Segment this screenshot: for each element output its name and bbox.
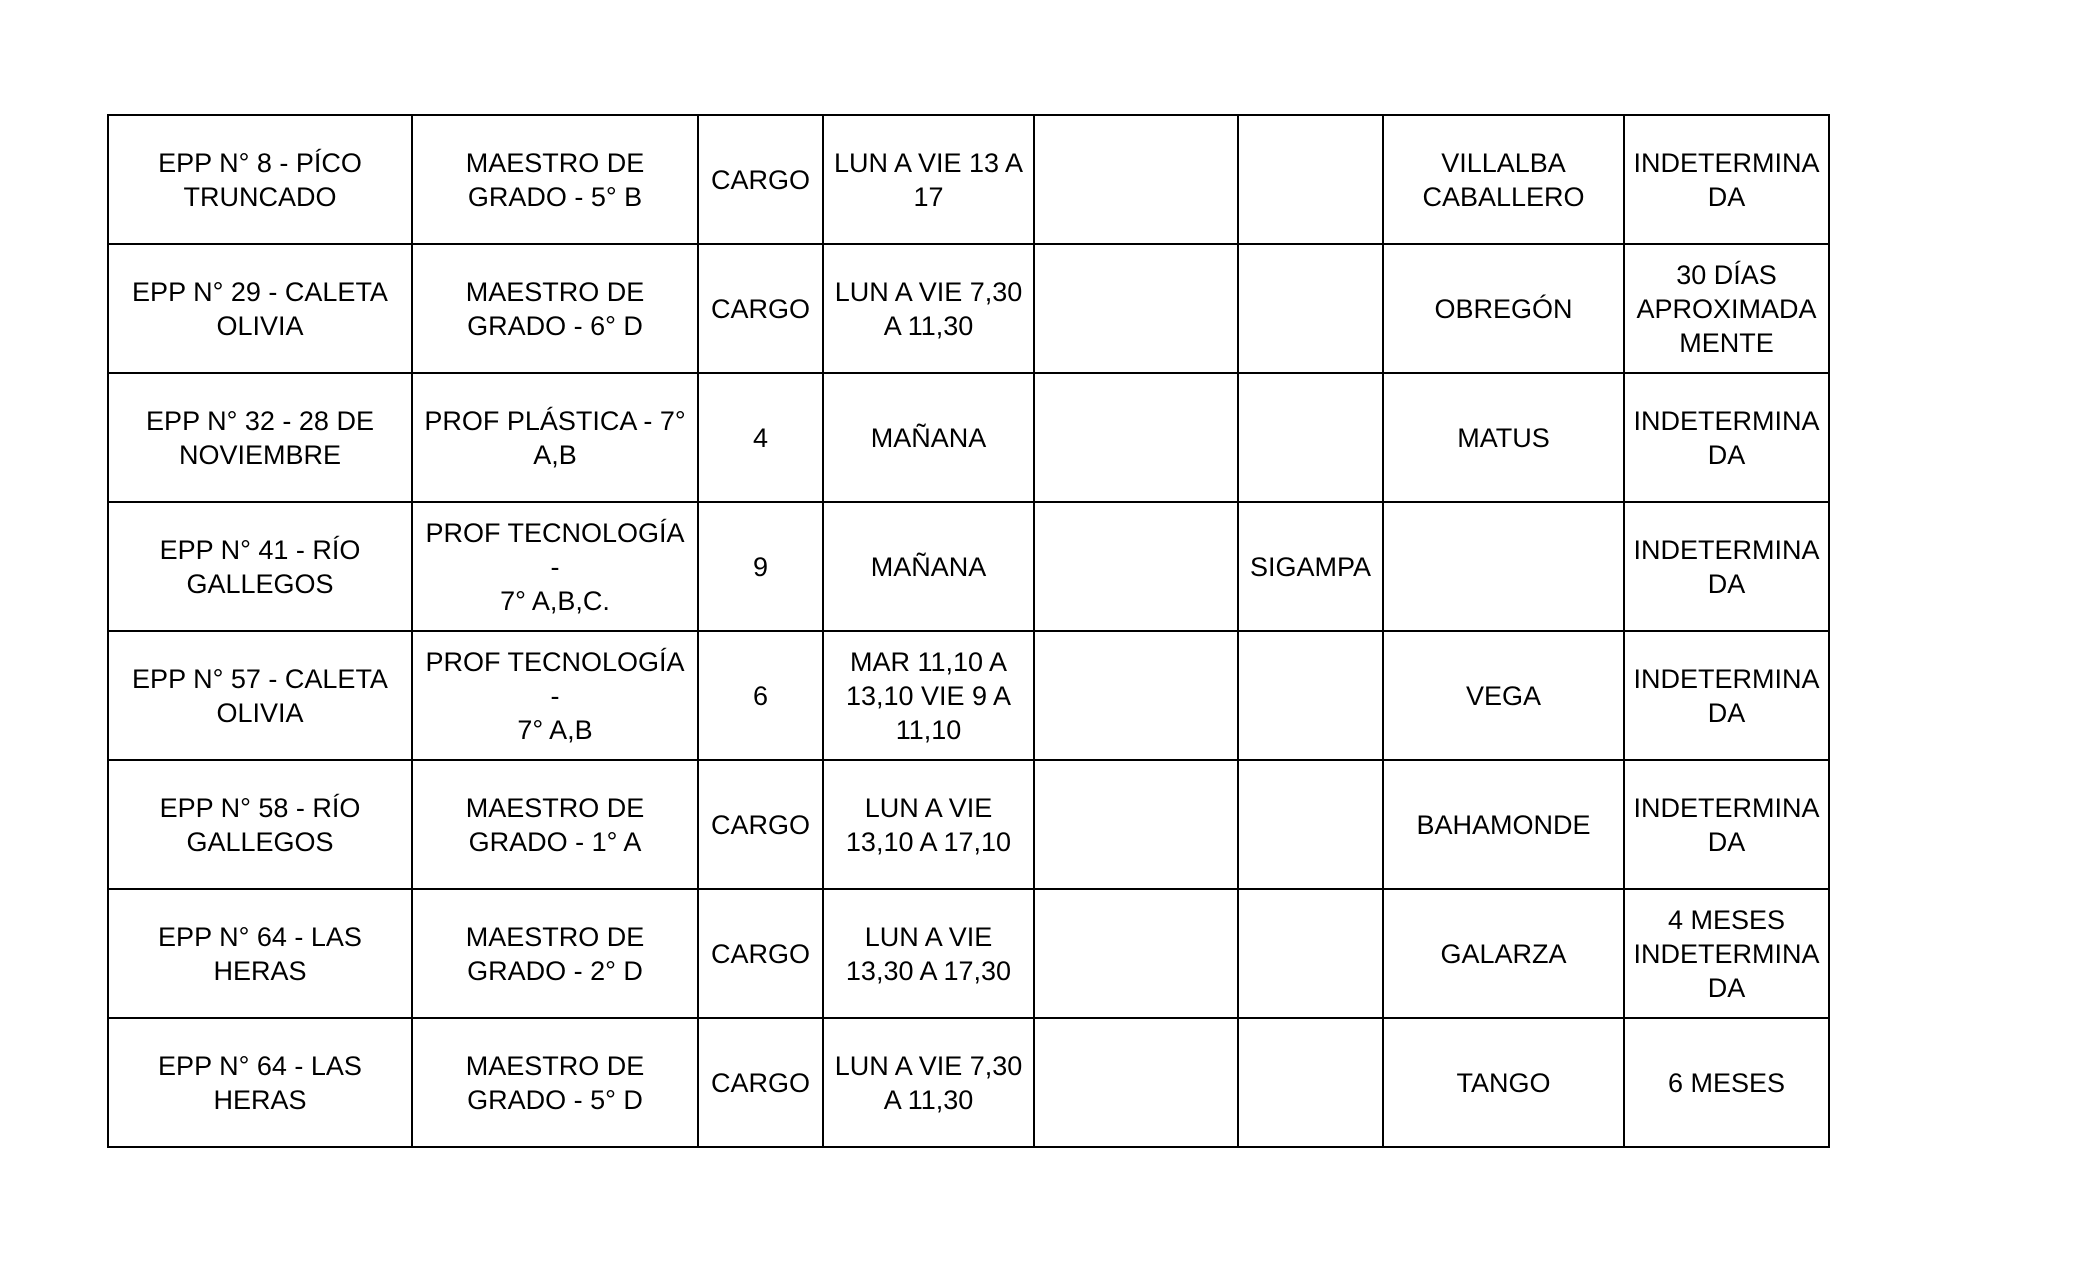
- school-cell: EPP N° 64 - LAS HERAS: [108, 1018, 412, 1147]
- duration-cell: INDETERMINA DA: [1624, 373, 1829, 502]
- name-cell: GALARZA: [1383, 889, 1624, 1018]
- hours-cell: 9: [698, 502, 823, 631]
- schedule-cell: MAÑANA: [823, 502, 1034, 631]
- name-cell: OBREGÓN: [1383, 244, 1624, 373]
- school-cell: EPP N° 41 - RÍO GALLEGOS: [108, 502, 412, 631]
- table-row: [108, 631, 1829, 760]
- union-cell: SIGAMPA: [1238, 502, 1383, 631]
- school-cell: EPP N° 8 - PÍCO TRUNCADO: [108, 115, 412, 244]
- table-row: [108, 373, 1829, 502]
- name-cell: VEGA: [1383, 631, 1624, 760]
- table-row: [108, 1018, 1829, 1147]
- position-cell: PROF TECNOLOGÍA - 7° A,B,C.: [412, 502, 698, 631]
- table-row: [108, 502, 1829, 631]
- name-cell: TANGO: [1383, 1018, 1624, 1147]
- empty-cell: [1034, 889, 1238, 1018]
- schedule-cell: LUN A VIE 7,30 A 11,30: [823, 1018, 1034, 1147]
- position-cell: PROF TECNOLOGÍA - 7° A,B: [412, 631, 698, 760]
- empty-cell: [1238, 244, 1383, 373]
- schedule-cell: LUN A VIE 7,30 A 11,30: [823, 244, 1034, 373]
- schedule-cell: MAÑANA: [823, 373, 1034, 502]
- schedule-cell: LUN A VIE 13,30 A 17,30: [823, 889, 1034, 1018]
- school-cell: EPP N° 58 - RÍO GALLEGOS: [108, 760, 412, 889]
- position-cell: MAESTRO DE GRADO - 5° B: [412, 115, 698, 244]
- school-cell: EPP N° 57 - CALETA OLIVIA: [108, 631, 412, 760]
- duration-cell: 30 DÍAS APROXIMADA MENTE: [1624, 244, 1829, 373]
- empty-cell: [1034, 502, 1238, 631]
- empty-cell: [1238, 1018, 1383, 1147]
- duration-cell: INDETERMINA DA: [1624, 502, 1829, 631]
- empty-cell: [1034, 115, 1238, 244]
- position-cell: MAESTRO DE GRADO - 1° A: [412, 760, 698, 889]
- schedule-cell: LUN A VIE 13 A 17: [823, 115, 1034, 244]
- duration-cell: INDETERMINA DA: [1624, 760, 1829, 889]
- table-row: [108, 760, 1829, 889]
- table-row: [108, 115, 1829, 244]
- name-cell: MATUS: [1383, 373, 1624, 502]
- hours-cell: CARGO: [698, 1018, 823, 1147]
- school-cell: EPP N° 29 - CALETA OLIVIA: [108, 244, 412, 373]
- hours-cell: 4: [698, 373, 823, 502]
- school-cell: EPP N° 64 - LAS HERAS: [108, 889, 412, 1018]
- empty-cell: [1034, 760, 1238, 889]
- table-row: [108, 244, 1829, 373]
- school-cell: EPP N° 32 - 28 DE NOVIEMBRE: [108, 373, 412, 502]
- table-row: [108, 889, 1829, 1018]
- name-cell: VILLALBA CABALLERO: [1383, 115, 1624, 244]
- empty-cell: [1034, 373, 1238, 502]
- hours-cell: CARGO: [698, 115, 823, 244]
- empty-cell: [1034, 631, 1238, 760]
- hours-cell: CARGO: [698, 244, 823, 373]
- empty-cell: [1238, 631, 1383, 760]
- schedule-cell: LUN A VIE 13,10 A 17,10: [823, 760, 1034, 889]
- duration-cell: 6 MESES: [1624, 1018, 1829, 1147]
- empty-cell: [1034, 1018, 1238, 1147]
- hours-cell: 6: [698, 631, 823, 760]
- name-cell: BAHAMONDE: [1383, 760, 1624, 889]
- duration-cell: INDETERMINA DA: [1624, 115, 1829, 244]
- name-cell: [1383, 502, 1624, 631]
- empty-cell: [1238, 889, 1383, 1018]
- empty-cell: [1238, 373, 1383, 502]
- empty-cell: [1238, 760, 1383, 889]
- position-cell: PROF PLÁSTICA - 7° A,B: [412, 373, 698, 502]
- duration-cell: 4 MESES INDETERMINA DA: [1624, 889, 1829, 1018]
- hours-cell: CARGO: [698, 889, 823, 1018]
- position-cell: MAESTRO DE GRADO - 5° D: [412, 1018, 698, 1147]
- position-cell: MAESTRO DE GRADO - 6° D: [412, 244, 698, 373]
- hours-cell: CARGO: [698, 760, 823, 889]
- vacancies-table: [107, 114, 1830, 1148]
- duration-cell: INDETERMINA DA: [1624, 631, 1829, 760]
- empty-cell: [1034, 244, 1238, 373]
- schedule-cell: MAR 11,10 A 13,10 VIE 9 A 11,10: [823, 631, 1034, 760]
- empty-cell: [1238, 115, 1383, 244]
- position-cell: MAESTRO DE GRADO - 2° D: [412, 889, 698, 1018]
